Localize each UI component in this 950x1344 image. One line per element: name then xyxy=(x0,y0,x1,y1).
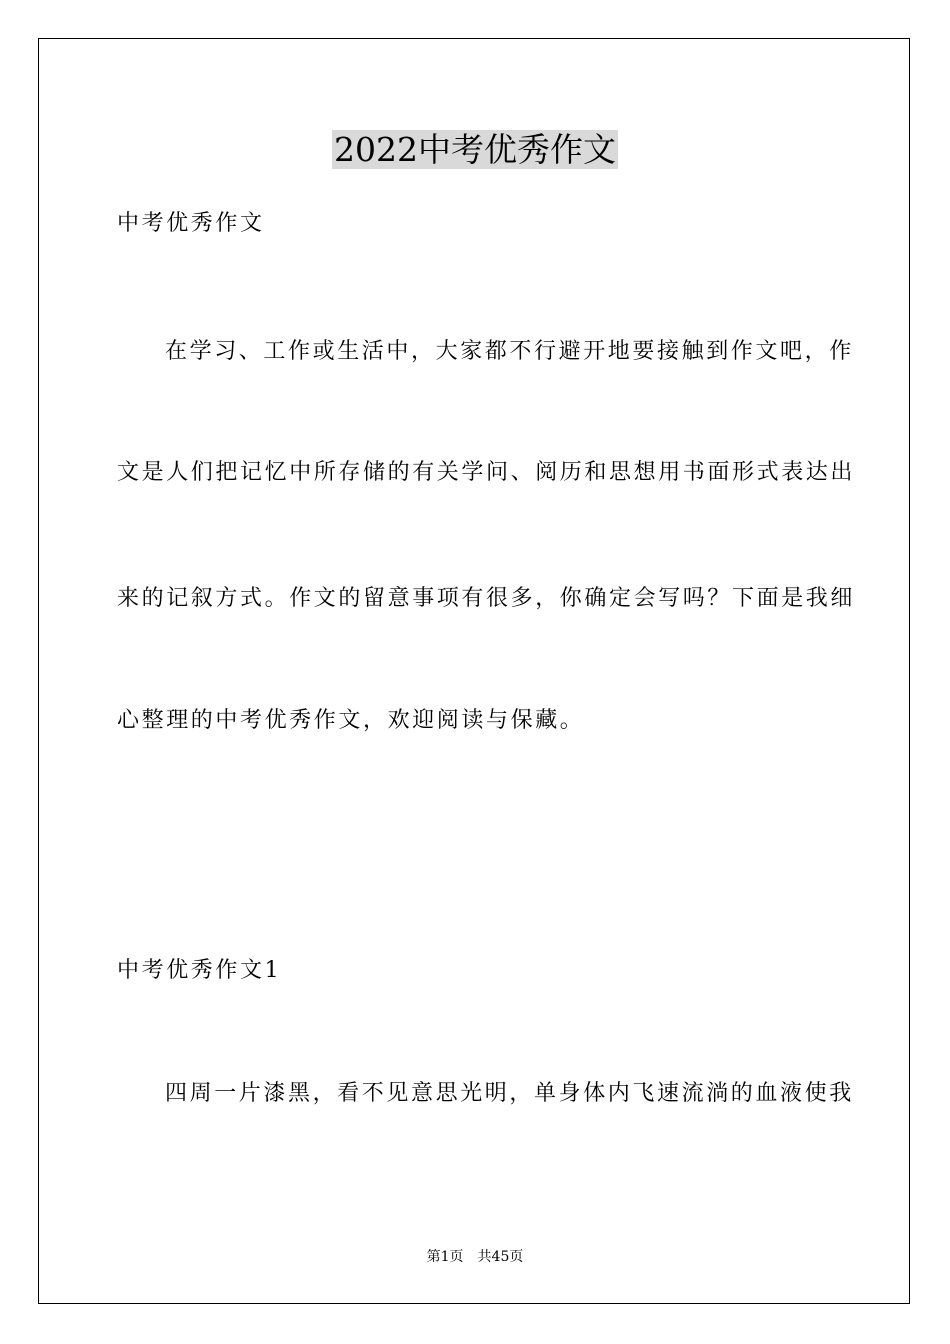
paragraph-line: 来的记叙方式。作文的留意事项有很多，你确定会写吗？下面是我细 xyxy=(117,586,856,611)
section-heading: 中考优秀作文1 xyxy=(117,958,282,983)
paragraph-line: 心整理的中考优秀作文，欢迎阅读与保藏。 xyxy=(117,708,585,733)
document-title-text: 2022中考优秀作文 xyxy=(334,130,616,169)
paragraph-line: 在学习、工作或生活中，大家都不行避开地要接触到作文吧，作 xyxy=(165,339,854,364)
paragraph-line: 文是人们把记忆中所存储的有关学问、阅历和思想用书面形式表达出 xyxy=(117,460,856,485)
page-number: 第1页 xyxy=(426,1249,464,1265)
page-footer xyxy=(0,1247,950,1267)
section-heading: 中考优秀作文 xyxy=(117,211,265,236)
page-count: 共45页 xyxy=(477,1249,524,1265)
document-title xyxy=(0,125,950,175)
paragraph-line: 四周一片漆黑，看不见意思光明，单身体内飞速流淌的血液使我 xyxy=(165,1081,854,1106)
